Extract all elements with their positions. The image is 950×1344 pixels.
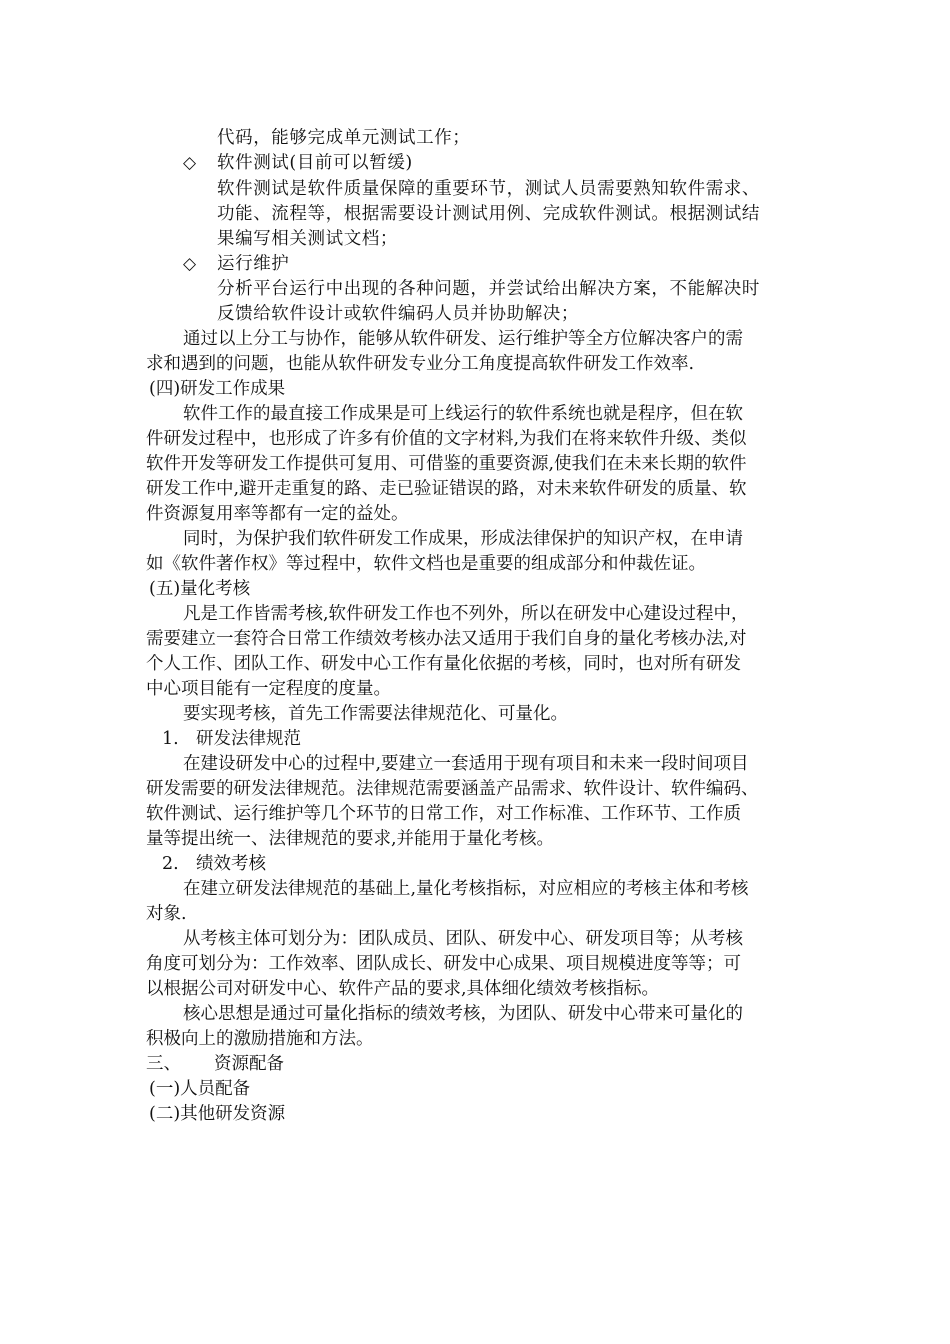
text-line: 软件测试、运行维护等几个环节的日常工作，对工作标准、工作环节、工作质 (146, 804, 741, 824)
text-line: 同时，为保护我们软件研发工作成果，形成法律保护的知识产权，在申请 (183, 529, 743, 549)
text-line: 件资源复用率等都有一定的益处。 (146, 504, 409, 524)
text-line: 反馈给软件设计或软件编码人员并协助解决； (217, 304, 579, 324)
text-line: 研发需要的研发法律规范。法律规范需要涵盖产品需求、软件设计、软件编码、 (146, 779, 759, 799)
chapter-heading-resources: 资源配备 (214, 1054, 284, 1074)
bullet-heading-operation: 运行维护 (217, 254, 290, 274)
text-line: 代码，能够完成单元测试工作； (217, 128, 471, 148)
text-line: 通过以上分工与协作，能够从软件研发、运行维护等全方位解决客户的需 (183, 329, 743, 349)
text-line: 凡是工作皆需考核,软件研发工作也不列外，所以在研发中心建设过程中， (183, 604, 749, 624)
text-line: 软件工作的最直接工作成果是可上线运行的软件系统也就是程序，但在软 (183, 404, 743, 424)
text-line: 如《软件著作权》等过程中，软件文档也是重要的组成部分和仲裁佐证。 (146, 554, 706, 574)
text-line: 对象. (146, 904, 187, 924)
text-line: 件研发过程中，也形成了许多有价值的文字材料,为我们在将来软件升级、类似 (146, 429, 747, 449)
text-line: 要实现考核，首先工作需要法律规范化、可量化。 (183, 704, 568, 724)
text-line: 量等提出统一、法律规范的要求,并能用于量化考核。 (146, 829, 555, 849)
subheading-legal-standards: 研发法律规范 (196, 729, 301, 749)
section-heading-5: (五)量化考核 (149, 579, 251, 599)
section-heading-4: (四)研发工作成果 (149, 379, 286, 399)
list-number: 2. (162, 854, 179, 874)
text-line: 角度可划分为：工作效率、团队成长、研发中心成果、项目规模进度等等；可 (146, 954, 741, 974)
text-line: 核心思想是通过可量化指标的绩效考核，为团队、研发中心带来可量化的 (183, 1004, 743, 1024)
text-line: 软件开发等研发工作提供可复用、可借鉴的重要资源,使我们在未来长期的软件 (146, 454, 747, 474)
text-line: 求和遇到的问题，也能从软件研发专业分工角度提高软件研发工作效率. (146, 354, 695, 374)
chapter-number: 三、 (146, 1054, 181, 1074)
text-line: 个人工作、团队工作、研发中心工作有量化依据的考核，同时，也对所有研发 (146, 654, 741, 674)
section-heading-1: (一)人员配备 (149, 1079, 251, 1099)
text-line: 软件测试是软件质量保障的重要环节，测试人员需要熟知软件需求、 (217, 179, 760, 199)
text-line: 需要建立一套符合日常工作绩效考核办法又适用于我们自身的量化考核办法,对 (146, 629, 747, 649)
text-line: 研发工作中,避开走重复的路、走已验证错误的路，对未来软件研发的质量、软 (146, 479, 747, 499)
section-heading-2: (二)其他研发资源 (149, 1104, 286, 1124)
text-line: 在建立研发法律规范的基础上,量化考核指标，对应相应的考核主体和考核 (183, 879, 749, 899)
text-line: 以根据公司对研发中心、软件产品的要求,具体细化绩效考核指标。 (146, 979, 660, 999)
text-line: 积极向上的激励措施和方法。 (146, 1029, 374, 1049)
text-line: 功能、流程等，根据需要设计测试用例、完成软件测试。根据测试结 (217, 204, 760, 224)
bullet-heading-software-testing: 软件测试(目前可以暂缓) (217, 153, 413, 173)
diamond-bullet-icon: ◇ (183, 153, 197, 173)
list-number: 1. (162, 729, 179, 749)
text-line: 分析平台运行中出现的各种问题，并尝试给出解决方案，不能解决时 (217, 279, 760, 299)
diamond-bullet-icon: ◇ (183, 254, 197, 274)
text-line: 中心项目能有一定程度的度量。 (146, 679, 391, 699)
subheading-performance: 绩效考核 (196, 854, 266, 874)
text-line: 在建设研发中心的过程中,要建立一套适用于现有项目和未来一段时间项目 (183, 754, 749, 774)
text-line: 果编写相关测试文档； (217, 229, 398, 249)
text-line: 从考核主体可划分为：团队成员、团队、研发中心、研发项目等；从考核 (183, 929, 743, 949)
